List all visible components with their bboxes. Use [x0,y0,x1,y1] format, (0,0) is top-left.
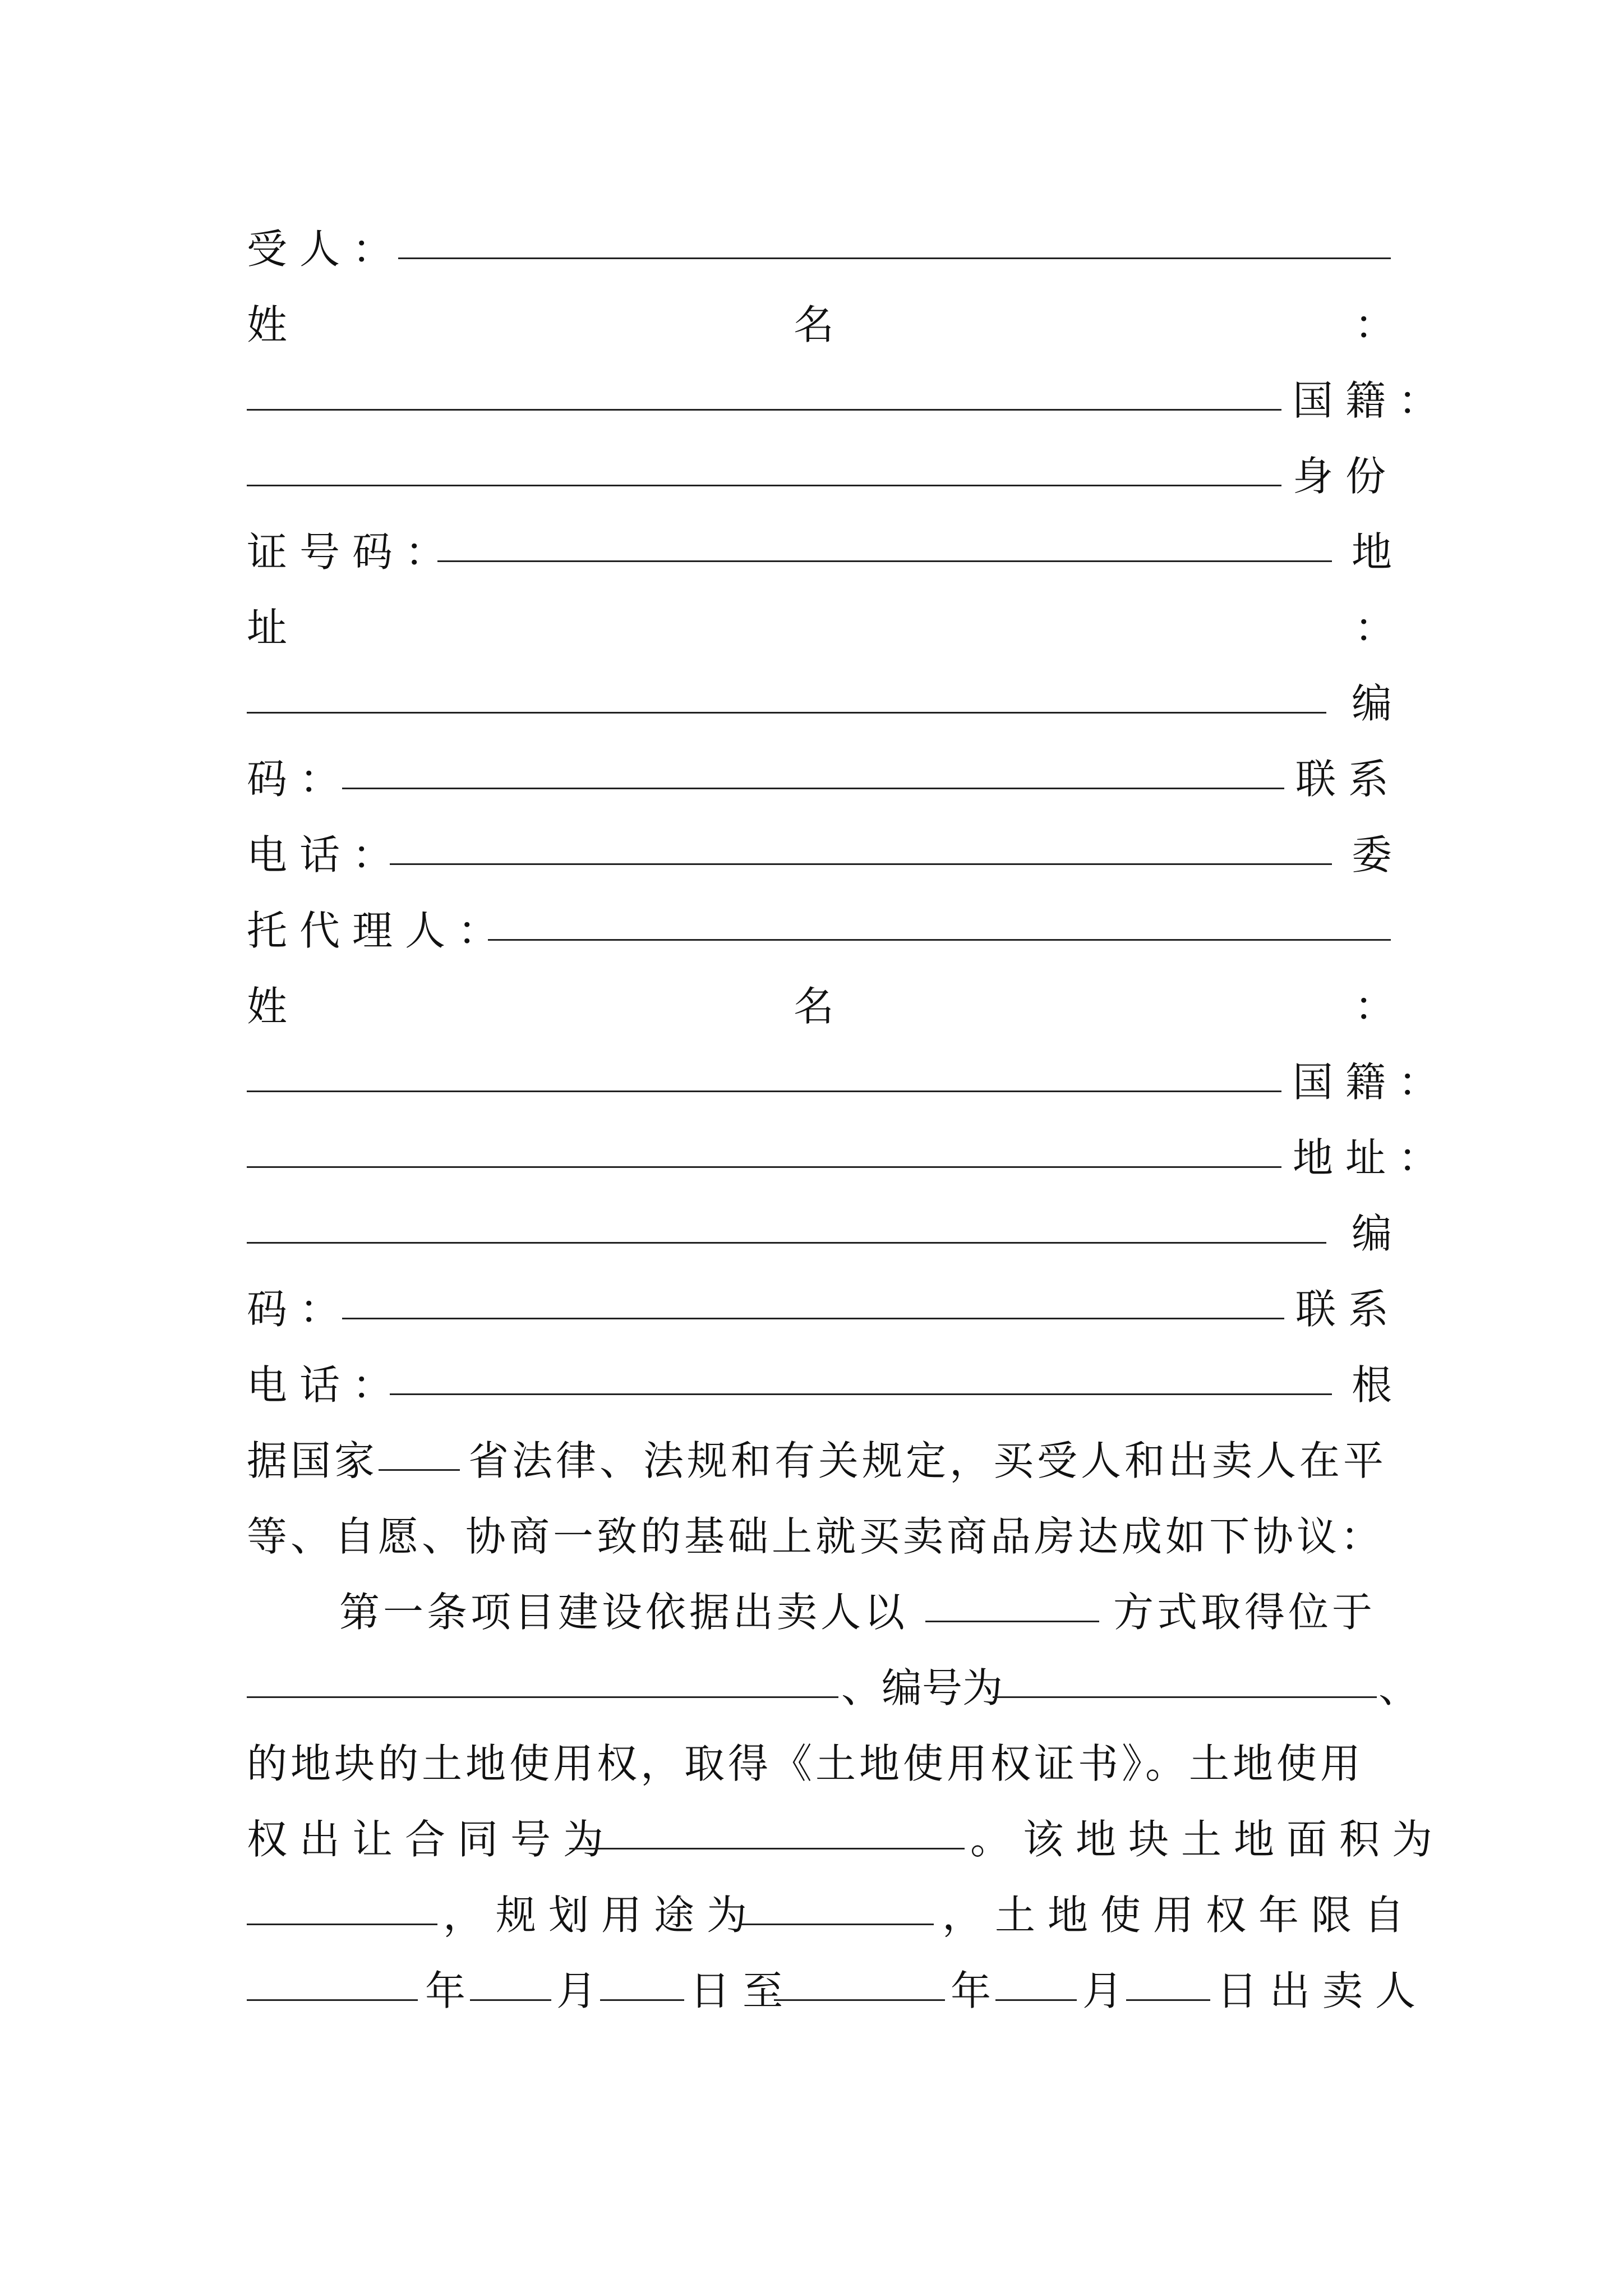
contract-number-label: 权出让合同号为 [247,1816,616,1863]
buyer-phone-blank[interactable] [390,863,1332,865]
article1-text-part1: 第一条项目建设依据出卖人以 [339,1589,909,1636]
basis-line [247,1419,1391,1487]
location-blank[interactable] [247,1696,838,1698]
number-label: 、编号为 [841,1664,1003,1711]
agent-postcode-blank[interactable] [342,1318,1284,1319]
article1-text-part2: 方式取得位于 [1113,1589,1376,1636]
land-use-text: 的地块的土地使用权，取得《土地使用权证书》。土地使用 [247,1740,1364,1787]
article1-line5 [247,1874,1417,1941]
agent-nationality-line [247,1041,1451,1108]
buyer-address-blank[interactable] [247,712,1326,714]
agent-name-label-part1: 姓 [247,983,288,1030]
buyer-id-line [247,435,1399,502]
id-label-part1: 身份 [1293,453,1399,500]
agent-name-blank[interactable] [247,1091,1281,1092]
address-label-part2: 址 [247,604,288,651]
land-area-label: 。该地块土地面积为 [970,1816,1445,1863]
buyer-label: 受人： [247,226,405,273]
seller-text: 日出卖人 [1217,1967,1428,2014]
agreement-text: 等、自愿、协商一致的基础上就买卖商品房达成如下协议： [247,1513,1385,1560]
buyer-phone-line [247,813,1391,881]
agent-blank[interactable] [488,939,1391,941]
buyer-name-blank[interactable] [247,409,1281,411]
agent-address-line [247,1116,1451,1184]
name-label-part2: 名 [794,301,834,348]
buyer-nationality-line [247,359,1451,426]
contract-number-blank[interactable] [569,1848,965,1849]
phone-label-part1: 联系 [1295,756,1401,803]
agent-phone-label-part1: 联系 [1295,1286,1401,1333]
postcode-label-part2: 码： [247,756,353,803]
article1-line6 [247,1949,1428,2017]
agent-phone-blank[interactable] [390,1393,1332,1395]
buyer-id-number-line [247,510,1391,578]
start-month-label: 月 [556,1967,597,2014]
agreement-line [247,1495,1391,1562]
buyer-blank[interactable] [398,257,1391,259]
agent-name-line [247,965,1395,1032]
agent-nationality-blank[interactable] [247,1166,1281,1168]
agent-address-label: 地址： [1293,1134,1451,1181]
start-day-label: 日至 [690,1967,796,2014]
buyer-id-blank[interactable] [437,560,1332,562]
end-month-label: 月 [1082,1967,1123,2014]
start-day-blank[interactable] [600,1999,684,2001]
buyer-postcode-blank[interactable] [342,788,1284,789]
buyer-postcode-line [247,738,1401,805]
planned-use-label: ，规划用途为 [443,1892,760,1939]
end-day-blank[interactable] [1126,1999,1210,2001]
acquisition-method-blank[interactable] [925,1621,1099,1622]
agent-name-label-colon: ： [1354,983,1395,1030]
article1-line4 [247,1798,1445,1865]
agent-postcode-label-part2: 码： [247,1286,353,1333]
end-year-blank[interactable] [774,1999,945,2001]
id-label-part2: 证号码： [247,528,458,576]
agent-label-part1: 委 [1352,831,1393,878]
agent-address-blank-line [247,1192,1391,1259]
buyer-address-line [247,586,1395,654]
postcode-label-part1: 编 [1352,680,1393,727]
buyer-line [247,208,1391,275]
nationality-label: 国籍： [1293,377,1451,424]
agent-address-blank[interactable] [247,1242,1326,1244]
agent-phone-label-part2: 电话： [247,1361,405,1409]
address-label-part1: 地 [1352,528,1393,576]
start-month-blank[interactable] [470,1999,551,2001]
term-label: ，土地使用权年限自 [942,1892,1417,1939]
agent-line [247,889,1391,956]
planned-use-blank[interactable] [740,1924,934,1925]
basis-text-part2: 据国家 [247,1437,379,1484]
phone-label-part2: 电话： [247,831,405,878]
number-separator: 、 [1378,1664,1419,1711]
article1-line1 [247,1571,1391,1638]
name-label-part1: 姓 [247,301,288,348]
buyer-address-blank-line [247,662,1391,729]
end-year-label: 年 [951,1967,992,2014]
agent-phone-line [247,1343,1391,1411]
basis-text-part1: 根 [1352,1361,1393,1409]
agent-nationality-label: 国籍： [1293,1059,1451,1106]
start-year-blank[interactable] [247,1999,418,2001]
buyer-name-line [247,283,1395,351]
agent-label-part2: 托代理人： [247,907,511,954]
article1-line2 [247,1646,1419,1714]
agent-postcode-line [247,1268,1401,1335]
parcel-number-blank[interactable] [993,1696,1377,1698]
agent-postcode-label-part1: 编 [1352,1210,1393,1257]
end-month-blank[interactable] [995,1999,1077,2001]
name-label-colon: ： [1354,301,1395,348]
start-year-label: 年 [425,1967,466,2014]
land-area-blank[interactable] [247,1924,437,1925]
basis-text-part3: 省法律、法规和有关规定，买受人和出卖人在平 [468,1437,1387,1484]
agent-name-label-part2: 名 [794,983,834,1030]
article1-line3 [247,1722,1391,1789]
address-label-colon: ： [1354,604,1395,651]
province-blank[interactable] [379,1469,460,1471]
buyer-nationality-blank[interactable] [247,485,1281,486]
